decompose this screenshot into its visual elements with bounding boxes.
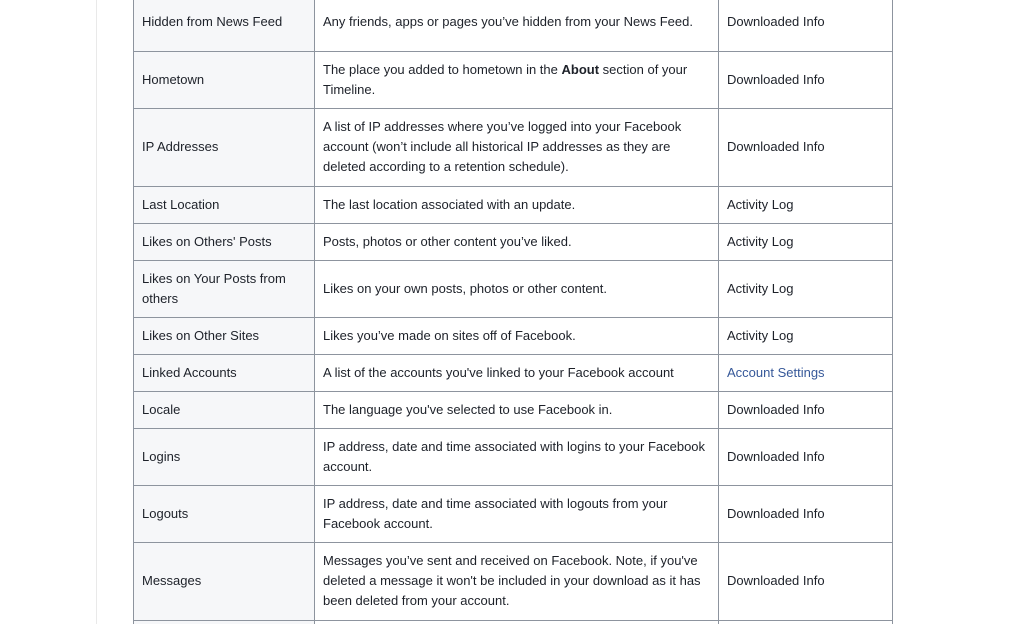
where-to-find-cell: [719, 543, 893, 621]
description-text: Any friends, apps or pages you’ve hidden from your News Feed.: [323, 13, 693, 29]
description-text: Likes you’ve made on sites off of Facebook.: [323, 327, 576, 343]
table-row: [134, 486, 893, 543]
table-row: [134, 429, 893, 486]
category-name: Logins: [142, 448, 181, 464]
table-row: [134, 224, 893, 261]
description-text: IP address, date and time associated with logins to your Facebook account.: [323, 438, 706, 474]
where-to-find-text: Downloaded Info: [727, 13, 825, 29]
category-description-cell: [315, 392, 719, 429]
description-text: Messages you’ve sent and received on Facebook. Note, if you've deleted a message it won't be included in your download as it has been deleted from your account.: [323, 553, 701, 608]
category-name-cell: [134, 52, 315, 109]
category-description-cell: [315, 0, 719, 52]
category-name: Likes on Other Sites: [142, 327, 260, 343]
category-name: Last Location: [142, 196, 220, 212]
where-to-find-cell: [719, 261, 893, 318]
description-text: IP address, date and time associated with logouts from your Facebook account.: [323, 495, 668, 531]
description-text: A list of IP addresses where you’ve logged into your Facebook account (won’t include all historical IP addresses as they are deleted according to a retention schedule).: [323, 119, 682, 174]
category-name-cell: [134, 0, 315, 52]
where-to-find-text: Downloaded Info: [727, 505, 825, 521]
where-to-find-text: Downloaded Info: [727, 401, 825, 417]
category-name: IP Addresses: [142, 139, 219, 154]
category-description-cell: [315, 543, 719, 621]
data-categories-table: [133, 0, 893, 624]
where-to-find-text: Activity Log: [727, 196, 794, 212]
description-text: Posts, photos or other content you’ve liked.: [323, 233, 572, 249]
where-to-find-text: Downloaded Info: [727, 139, 825, 154]
table-row: [134, 109, 893, 187]
table-row: [134, 187, 893, 224]
where-to-find-cell: [719, 486, 893, 543]
category-description-cell: [315, 355, 719, 392]
table-body: [134, 0, 893, 624]
category-name: Hometown: [142, 71, 205, 87]
where-to-find-cell: [719, 429, 893, 486]
content-left-border: [96, 0, 97, 624]
table-row: [134, 0, 893, 52]
category-name-cell: [134, 109, 315, 187]
category-name-cell: [134, 621, 315, 624]
description-text: Likes on your own posts, photos or other content.: [323, 280, 608, 296]
where-to-find-cell: [719, 109, 893, 187]
category-description-cell: [315, 187, 719, 224]
category-name: Messages: [142, 573, 202, 588]
where-to-find-text: Activity Log: [727, 327, 794, 343]
category-description-cell: [315, 224, 719, 261]
where-to-find-text: Activity Log: [727, 233, 794, 249]
table-row: [134, 52, 893, 109]
category-description-cell: [315, 109, 719, 187]
category-name: Likes on Your Posts from others: [142, 270, 286, 306]
where-to-find-text: Activity Log: [727, 280, 794, 296]
category-name-cell: [134, 261, 315, 318]
description-text: The last location associated with an update.: [323, 196, 576, 212]
description-text: section of your Timeline.: [323, 61, 688, 97]
category-description-cell: [315, 261, 719, 318]
category-description-cell: [315, 621, 719, 624]
category-name-cell: [134, 355, 315, 392]
table-row: [134, 543, 893, 621]
category-name: Likes on Others' Posts: [142, 233, 272, 249]
category-description-cell: [315, 429, 719, 486]
description-text: A list of the accounts you've linked to your Facebook account: [323, 364, 674, 380]
category-name: Linked Accounts: [142, 364, 237, 380]
description-text: The language you've selected to use Facebook in.: [323, 401, 613, 417]
category-description-cell: [315, 486, 719, 543]
table-row: [134, 392, 893, 429]
category-name-cell: [134, 392, 315, 429]
where-to-find-cell: [719, 52, 893, 109]
where-to-find-cell: [719, 224, 893, 261]
table-row: [134, 318, 893, 355]
category-name: Hidden from News Feed: [142, 13, 283, 29]
account-settings-link[interactable]: Account Settings: [727, 364, 825, 380]
table-row: [134, 261, 893, 318]
where-to-find-cell: [719, 392, 893, 429]
where-to-find-cell: [719, 621, 893, 624]
category-description-cell: [315, 52, 719, 109]
where-to-find-cell: [719, 0, 893, 52]
description-text: The place you added to hometown in the: [323, 61, 562, 77]
category-name: Logouts: [142, 505, 189, 521]
where-to-find-text: Downloaded Info: [727, 448, 825, 464]
where-to-find-text: Downloaded Info: [727, 573, 825, 588]
where-to-find-cell: [719, 355, 893, 392]
where-to-find-cell: [719, 318, 893, 355]
category-name: Locale: [142, 401, 181, 417]
category-name-cell: [134, 318, 315, 355]
description-emphasis: About: [561, 61, 600, 77]
where-to-find-text: Downloaded Info: [727, 71, 825, 87]
category-description-cell: [315, 318, 719, 355]
category-name-cell: [134, 224, 315, 261]
where-to-find-cell: [719, 187, 893, 224]
category-name-cell: [134, 429, 315, 486]
category-name-cell: [134, 187, 315, 224]
category-name-cell: [134, 543, 315, 621]
table-row: [134, 621, 893, 624]
category-name-cell: [134, 486, 315, 543]
table-row: [134, 355, 893, 392]
